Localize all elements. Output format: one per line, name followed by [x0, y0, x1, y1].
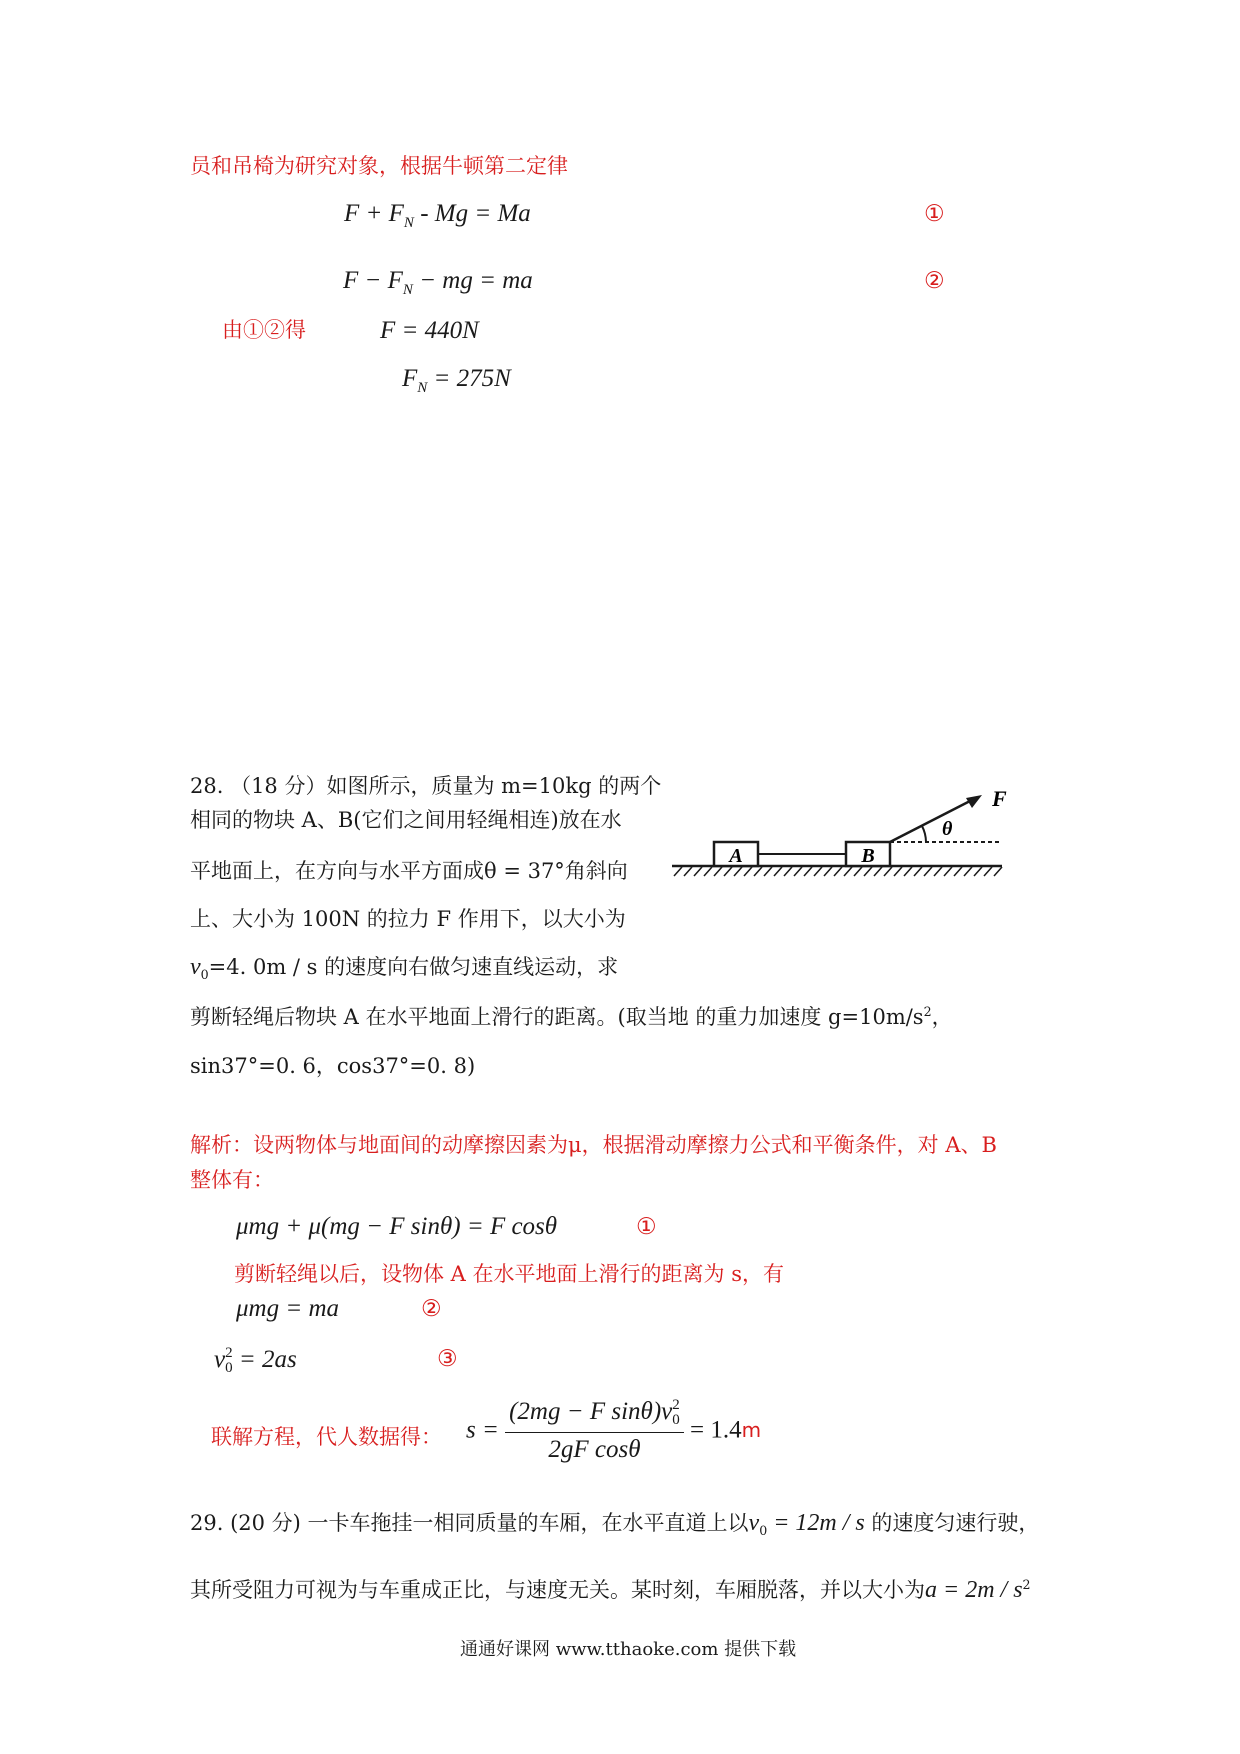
- q28-line-2: 相同的物块 A、B(它们之间用轻绳相连)放在水: [190, 808, 622, 832]
- page-footer: 通通好课网 www.tthaoke.com 提供下载: [460, 1639, 797, 1660]
- q28-solution-intro-2: 整体有：: [190, 1168, 274, 1192]
- q29-line-2: 其所受阻力可视为与车重成正比，与速度无关。某时刻，车厢脱落，并以大小为$a = 2m / s^2$: [190, 1577, 1031, 1603]
- prev-equation-1-marker: ①: [924, 201, 945, 227]
- fraction: (2mg − F sinθ)v 2 0 2gF cosθ: [505, 1398, 684, 1462]
- q29-line-1: 29. (20 分) 一卡车拖挂一相同质量的车厢，在水平直道上以$v_0 = 12m / s$ 的速度匀速行驶，: [190, 1510, 1040, 1539]
- angle-arc: [922, 826, 926, 842]
- q28-solution-equation-3: v 2 0 = 2as: [214, 1345, 297, 1376]
- force-arrow: [890, 800, 972, 842]
- prev-equation-1: $F + F_N - Mg = Ma$: [344, 200, 531, 231]
- prev-result-2: $F_N = 275N$: [402, 365, 511, 396]
- q28-solution-equation-2-marker: ②: [421, 1296, 442, 1322]
- ground-hatch: [674, 867, 1002, 876]
- angle-label: θ: [942, 818, 953, 840]
- prev-equation-2: $F - F_N$ − mg = ma: [343, 267, 533, 298]
- prev-result-1: F = 440N: [380, 317, 479, 344]
- prev-equation-2-marker: ②: [924, 268, 945, 294]
- q28-solution-final-label: 联解方程，代人数据得：: [211, 1425, 442, 1449]
- q28-line-1: 28. （18 分）如图所示，质量为 m=10kg 的两个: [190, 774, 662, 798]
- q28-solution-equation-1-marker: ①: [636, 1214, 657, 1240]
- q28-solution-equation-1: μmg + μ(mg − F sinθ) = F cosθ: [236, 1213, 558, 1240]
- q28-line-3: 平地面上，在方向与水平方面成θ = 37°角斜向: [190, 859, 628, 883]
- q28-figure: [670, 780, 1010, 880]
- q28-line-6: 剪断轻绳后物块 A 在水平地面上滑行的距离。(取当地 的重力加速度 $g=10m/s^2$，: [190, 1004, 953, 1029]
- q28-solution-equation-2: μmg = ma: [236, 1295, 340, 1322]
- prev-intro: 员和吊椅为研究对象，根据牛顿第二定律: [190, 154, 568, 178]
- q28-solution-equation-3-marker: ③: [437, 1346, 458, 1372]
- q28-line-7: sin37°=0. 6，cos37°=0. 8): [190, 1054, 476, 1078]
- q28-solution-text-2: 剪断轻绳以后，设物体 A 在水平地面上滑行的距离为 s，有: [234, 1262, 784, 1286]
- force-label: F: [992, 786, 1007, 811]
- prev-result-label: 由①②得: [222, 318, 306, 342]
- block-b-label: B: [861, 845, 875, 867]
- q28-line-5: $v_0=4$. 0m / s 的速度向右做匀速直线运动，求: [190, 954, 619, 983]
- q28-solution-final-equation: s = (2mg − F sinθ)v 2 0 2gF cosθ = 1.4m: [466, 1397, 762, 1463]
- q28-line-4: 上、大小为 100N 的拉力 F 作用下，以大小为: [190, 907, 626, 931]
- block-a-label: A: [729, 845, 743, 867]
- q28-solution-intro-1: 解析：设两物体与地面间的动摩擦因素为μ，根据滑动摩擦力公式和平衡条件，对 A、B: [190, 1133, 997, 1157]
- force-arrow-head: [966, 795, 982, 808]
